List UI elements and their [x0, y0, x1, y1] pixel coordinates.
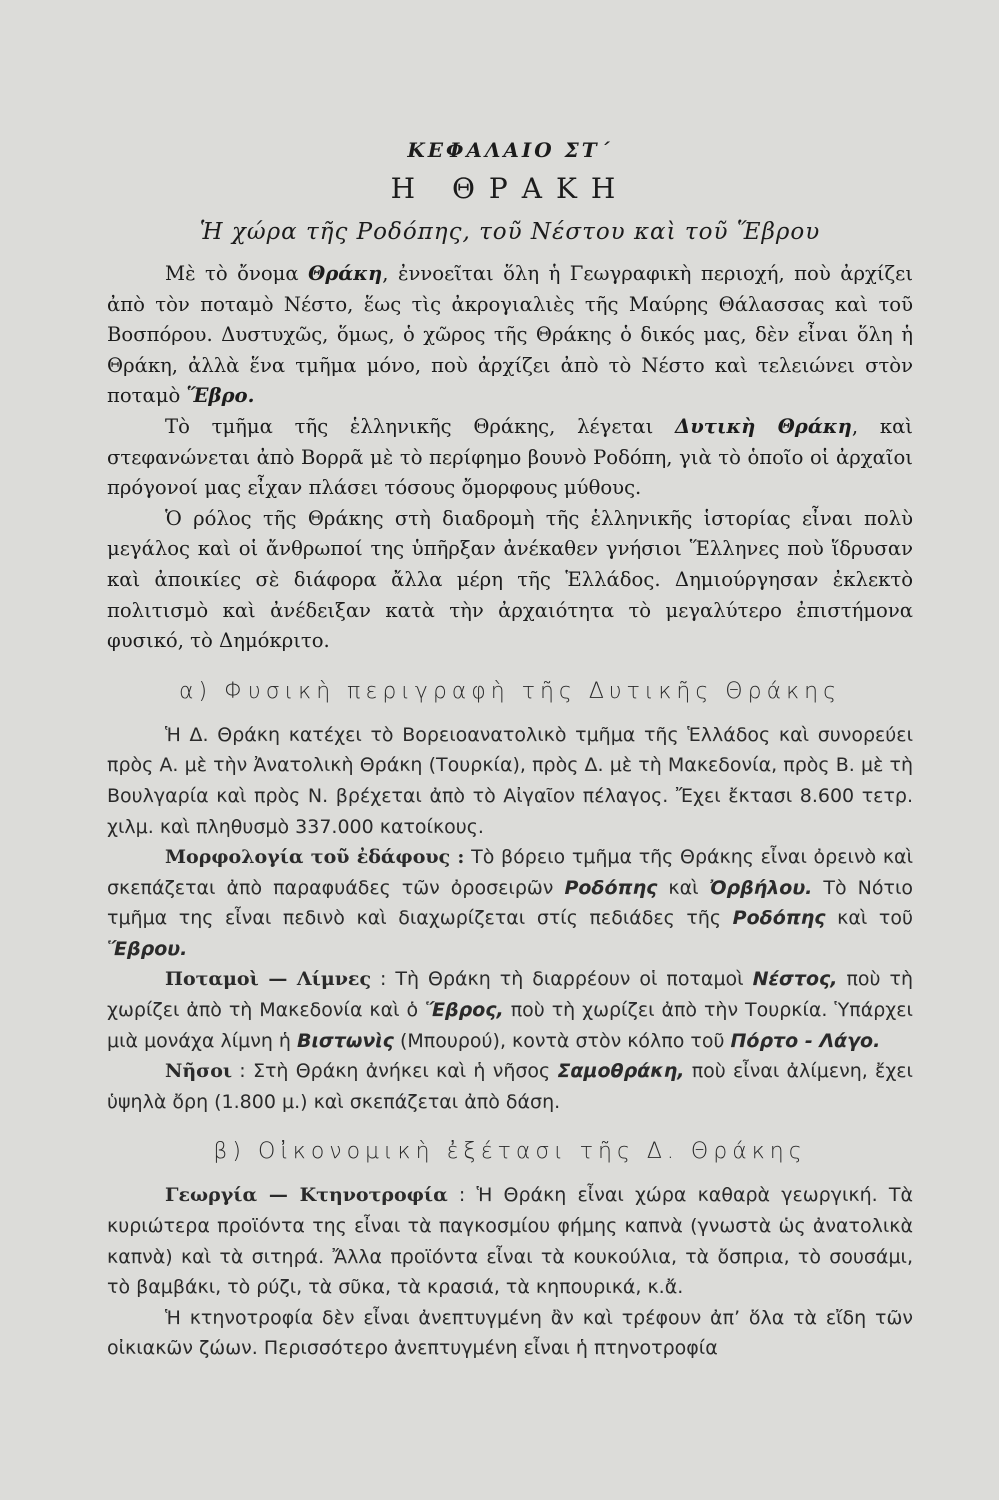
- section-a-paragraph-rivers: Ποταμοὶ — Λίμνες : Τὴ Θράκη τὴ διαρρέουν οἱ ποταμοὶ Νέστος, ποὺ τὴ χωρίζει ἀπὸ τὴ Μακεδονία καὶ ὁ Ἕβρος, ποὺ τὴ χωρίζει ἀπὸ τὴν Τουρκία. Ὑπάρχει μιὰ μονάχα λίμνη ἡ Βιστωνὶς (Μπουρού), κοντὰ στὸν κόλπο τοῦ Πόρτο - Λάγο.: [107, 968, 913, 1052]
- page-title: Η ΘΡΑΚΗ: [390, 172, 630, 205]
- section-a-paragraph-1: Ἡ Δ. Θράκη κατέχει τὸ Βορειοανατολικὸ τμῆμα τῆς Ἑλλάδος καὶ συνορεύει πρὸς Α. μὲ τὴν Ἀνατολικὴ Θράκη (Τουρκία), πρὸς Δ. μὲ τὴ Μακεδονία, πρὸς Β. μὲ τὴ Βουλγαρία καὶ πρὸς Ν. βρέχεται ἀπὸ τὸ Αἰγαῖον πέλαγος. Ἔχει ἔκτασι 8.600 τετρ. χιλμ. καὶ πληθυσμὸ 337.000 κατοίκους.: [107, 723, 913, 838]
- section-a-heading: α) Φυσικὴ περιγραφὴ τῆς Δυτικῆς Θράκης: [178, 678, 841, 704]
- section-a-paragraph-islands: Νῆσοι : Στὴ Θράκη ἀνήκει καὶ ἡ νῆσος Σαμοθράκη, ποὺ εἶναι ἀλίμενη, ἔχει ὑψηλὰ ὄρη (1.800 μ.) καὶ σκεπάζεται ἀπὸ δάση.: [107, 1060, 913, 1113]
- page-content: [107, 138, 913, 1364]
- section-a-paragraph-morphology: Μορφολογία τοῦ ἐδάφους : Τὸ βόρειο τμῆμα τῆς Θράκης εἶναι ὀρεινὸ καὶ σκεπάζεται ἀπὸ παραφυάδες τῶν ὀροσειρῶν Ροδόπης καὶ Ὀρβήλου. Τὸ Νότιο τμῆμα της εἶναι πεδινὸ καὶ διαχωρίζεται στίς πεδιάδες τῆς Ροδόπης καὶ τοῦ Ἕβρου.: [107, 846, 914, 960]
- section-b-paragraph-livestock: Ἡ κτηνοτροφία δὲν εἶναι ἀνεπτυγμένη ἂν καὶ τρέφουν ἀπ’ ὅλα τὰ εἴδη τῶν οἰκιακῶν ζώων. Περισσότερο ἀνεπτυγμένη εἶναι ἡ πτηνοτροφία: [107, 1306, 913, 1360]
- section-b-heading: β) Οἰκονομικὴ ἐξέτασι τῆς Δ. Θράκης: [213, 1139, 807, 1165]
- subtitle: Ἡ χώρα τῆς Ροδόπης, τοῦ Νέστου καὶ τοῦ Ἕβρου: [199, 219, 821, 245]
- intro-paragraph-2: Τὸ τμῆμα τῆς ἑλληνικῆς Θράκης, λέγεται Δυτικὴ Θράκη, καὶ στεφανώνεται ἀπὸ Βορρᾶ μὲ τὸ περίφημο βουνὸ Ροδόπη, γιὰ τὸ ὁποῖο οἱ ἀρχαῖοι πρόγονοί μας εἶχαν πλάσει τόσους ὄμορφους μύθους.: [107, 414, 913, 500]
- intro-paragraph-3: Ὁ ρόλος τῆς Θράκης στὴ διαδρομὴ τῆς ἑλληνικῆς ἱστορίας εἶναι πολὺ μεγάλος καὶ οἱ ἄνθρωποί της ὑπῆρξαν ἀνέκαθεν γνήσιοι Ἕλληνες ποὺ ἵδρυσαν καὶ ἀποικίες σὲ διάφορα ἄλλα μέρη τῆς Ἑλλάδος. Δημιούργησαν ἐκλεκτὸ πολιτισμὸ καὶ ἀνέδειξαν κατὰ τὴν ἀρχαιότητα τὸ μεγαλύτερο ἐπιστήμονα φυσικό, τὸ Δημόκριτο.: [107, 506, 913, 653]
- intro-paragraph-1: Μὲ τὸ ὄνομα Θράκη, ἐννοεῖται ὅλη ἡ Γεωγραφικὴ περιοχή, ποὺ ἀρχίζει ἀπὸ τὸν ποταμὸ Νέστο, ἕως τὶς ἀκρογιαλιὲς τῆς Μαύρης Θάλασσας καὶ τοῦ Βοσπόρου. Δυστυχῶς, ὅμως, ὁ χῶρος τῆς Θράκης ὁ δικός μας, δὲν εἶναι ὅλη ἡ Θράκη, ἀλλὰ ἕνα τμῆμα μόνο, ποὺ ἀρχίζει ἀπὸ τὸ Νέστο καὶ τελειώνει στὸν ποταμὸ Ἕβρο.: [107, 262, 913, 408]
- chapter-label: ΚΕΦΑΛΑΙΟ ΣΤ΄: [407, 138, 613, 162]
- section-b-paragraph-agriculture: Γεωργία — Κτηνοτροφία : Ἡ Θράκη εἶναι χώρα καθαρὰ γεωργική. Τὰ κυριώτερα προϊόντα της εἶναι τὰ παγκοσμίου φήμης καπνὰ (γνωστὰ ὡς ἀνατολικὰ καπνὰ) καὶ τὰ σιτηρά. Ἄλλα προϊόντα εἶναι τὰ κουκούλια, τὰ ὄσπρια, τὸ σουσάμι, τὸ βαμβάκι, τὸ ρύζι, τὰ σῦκα, τὰ κρασιά, τὰ κηπουρικά, κ.ἄ.: [107, 1184, 914, 1299]
